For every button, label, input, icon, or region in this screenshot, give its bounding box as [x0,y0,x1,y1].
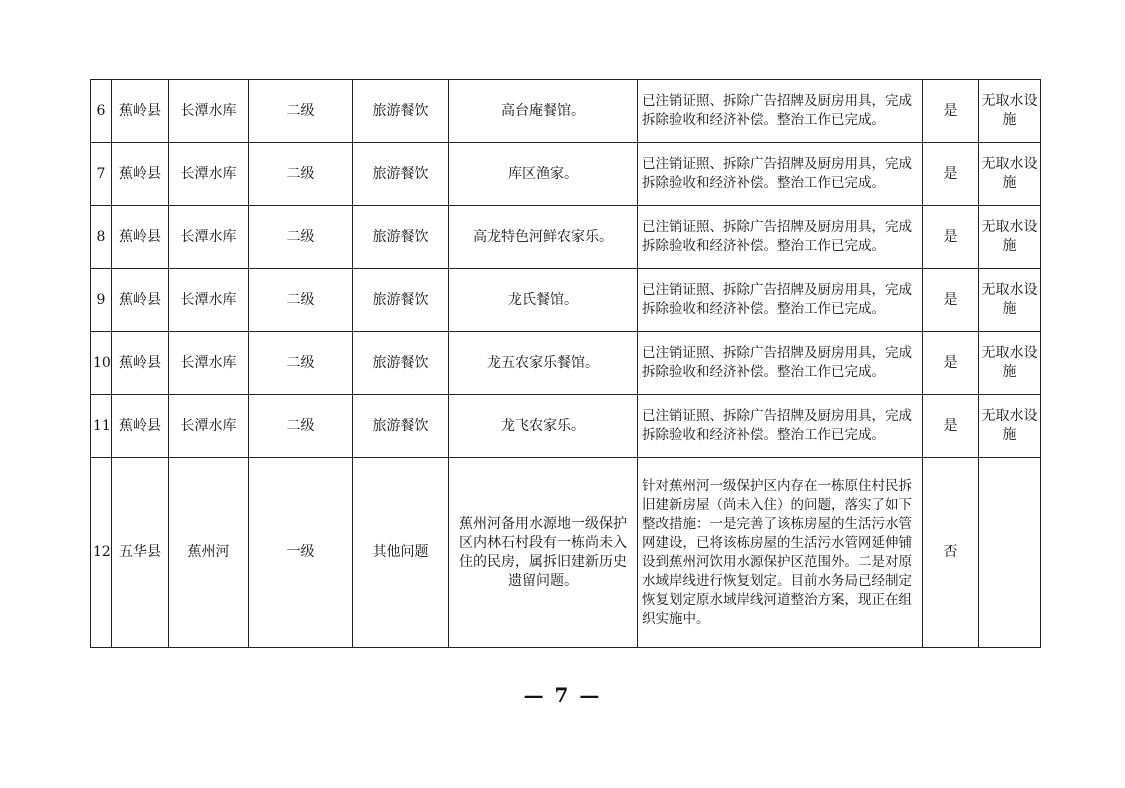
page-number: — 7 — [523,683,602,707]
cell-type: 旅游餐饮 [353,80,449,143]
cell-done: 是 [923,269,979,332]
cell-issue: 龙氏餐馆。 [449,269,638,332]
cell-remark: 无取水设施 [979,80,1041,143]
cell-no: 11 [91,395,112,458]
cell-done: 是 [923,143,979,206]
cell-no: 9 [91,269,112,332]
cell-type: 旅游餐饮 [353,269,449,332]
cell-source: 长潭水库 [169,269,249,332]
cell-county: 蕉岭县 [112,332,169,395]
cell-remark [979,458,1041,648]
cell-done: 是 [923,395,979,458]
cell-county: 五华县 [112,458,169,648]
cell-source: 长潭水库 [169,395,249,458]
cell-remark: 无取水设施 [979,269,1041,332]
cell-no: 8 [91,206,112,269]
cell-county: 蕉岭县 [112,269,169,332]
cell-no: 12 [91,458,112,648]
cell-level: 一级 [249,458,353,648]
table-row [91,206,1041,269]
cell-source: 长潭水库 [169,80,249,143]
cell-level: 二级 [249,80,353,143]
cell-county: 蕉岭县 [112,395,169,458]
cell-remark: 无取水设施 [979,332,1041,395]
cell-type: 旅游餐饮 [353,395,449,458]
table-row [91,80,1041,143]
cell-issue: 蕉州河备用水源地一级保护区内林石村段有一栋尚未入住的民房，属拆旧建新历史遗留问题。 [449,458,638,648]
cell-issue: 龙飞农家乐。 [449,395,638,458]
cell-source: 长潭水库 [169,206,249,269]
cell-issue: 库区渔家。 [449,143,638,206]
cell-remark: 无取水设施 [979,395,1041,458]
cell-no: 6 [91,80,112,143]
cell-measures: 已注销证照、拆除广告招牌及厨房用具，完成拆除验收和经济补偿。整治工作已完成。 [638,206,923,269]
cell-measures: 针对蕉州河一级保护区内存在一栋原住村民拆旧建新房屋（尚未入住）的问题，落实了如下整改措施：一是完善了该栋房屋的生活污水管网建设，已将该栋房屋的生活污水管网延伸铺设到蕉州河饮用水源保护区范围外。二是对原水域岸线进行恢复划定。目前水务局已经制定恢复划定原水域岸线河道整治方案，现正在组织实施中。 [638,458,923,648]
cell-type: 旅游餐饮 [353,332,449,395]
cell-source: 长潭水库 [169,332,249,395]
table-row [91,269,1041,332]
cell-county: 蕉岭县 [112,143,169,206]
cell-type: 其他问题 [353,458,449,648]
table-row [91,332,1041,395]
cell-level: 二级 [249,332,353,395]
cell-source: 长潭水库 [169,143,249,206]
cell-measures: 已注销证照、拆除广告招牌及厨房用具，完成拆除验收和经济补偿。整治工作已完成。 [638,332,923,395]
cell-remark: 无取水设施 [979,206,1041,269]
cell-issue: 高龙特色河鲜农家乐。 [449,206,638,269]
cell-remark: 无取水设施 [979,143,1041,206]
cell-issue: 龙五农家乐餐馆。 [449,332,638,395]
cell-done: 否 [923,458,979,648]
cell-level: 二级 [249,269,353,332]
cell-done: 是 [923,80,979,143]
cell-level: 二级 [249,206,353,269]
cell-measures: 已注销证照、拆除广告招牌及厨房用具，完成拆除验收和经济补偿。整治工作已完成。 [638,395,923,458]
cell-no: 10 [91,332,112,395]
cell-type: 旅游餐饮 [353,206,449,269]
table-row [91,395,1041,458]
cell-level: 二级 [249,143,353,206]
cell-source: 蕉州河 [169,458,249,648]
cell-county: 蕉岭县 [112,80,169,143]
cell-measures: 已注销证照、拆除广告招牌及厨房用具，完成拆除验收和经济补偿。整治工作已完成。 [638,143,923,206]
table-row [91,143,1041,206]
cell-done: 是 [923,206,979,269]
cell-type: 旅游餐饮 [353,143,449,206]
cell-issue: 高台庵餐馆。 [449,80,638,143]
cell-measures: 已注销证照、拆除广告招牌及厨房用具，完成拆除验收和经济补偿。整治工作已完成。 [638,80,923,143]
cell-measures: 已注销证照、拆除广告招牌及厨房用具，完成拆除验收和经济补偿。整治工作已完成。 [638,269,923,332]
cell-no: 7 [91,143,112,206]
cell-county: 蕉岭县 [112,206,169,269]
cell-level: 二级 [249,395,353,458]
cell-done: 是 [923,332,979,395]
rectification-table [90,79,1041,648]
table-row [91,458,1041,648]
